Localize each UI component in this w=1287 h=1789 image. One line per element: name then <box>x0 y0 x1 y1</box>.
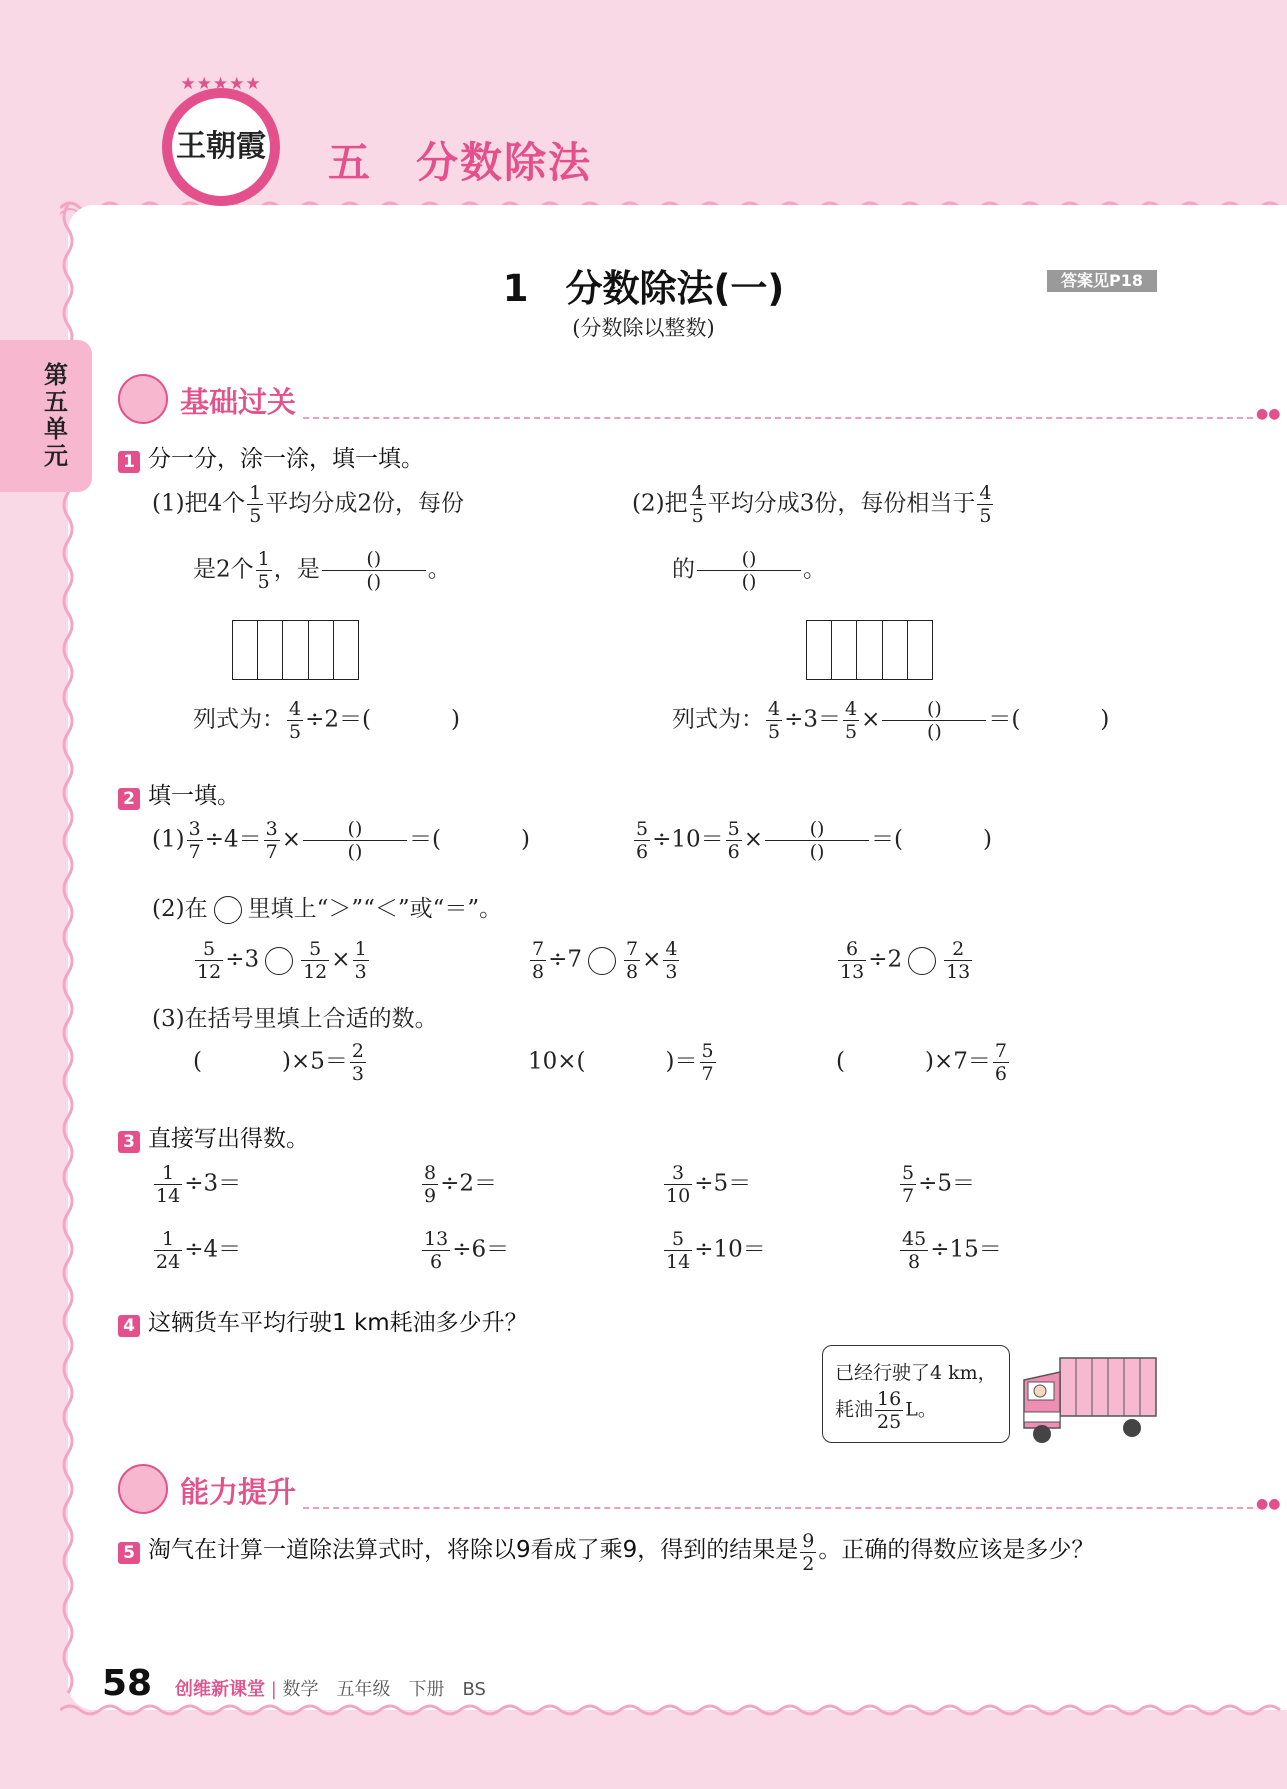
fraction: $\frac{1}{5}$ <box>249 482 262 527</box>
logo-text: 王朝霞 <box>176 129 266 164</box>
answer-blank-fraction[interactable]: $\frac{()}{()}$ <box>697 548 801 593</box>
q3-item: $\frac{5}{14}$ ÷10＝ <box>666 1228 766 1273</box>
q2-fill-3: ( )×7＝ $\frac{7}{6}$ <box>836 1040 1007 1085</box>
question-number: 2 <box>118 788 140 810</box>
question-number: 1 <box>118 451 140 473</box>
unit-side-tab <box>0 340 92 492</box>
question-3-heading <box>118 1120 309 1153</box>
q3-item: $\frac{45}{8}$ ÷15＝ <box>902 1228 1002 1273</box>
question-1-text: 分一分，涂一涂，填一填。 <box>148 446 424 472</box>
question-4-heading <box>118 1304 528 1337</box>
question-number: 4 <box>118 1315 140 1337</box>
dots-icon: ●● <box>1256 406 1281 422</box>
q1-part1-line2: 是2个 $\frac{1}{5}$ ，是 $\frac{()}{()}$ 。 <box>193 548 451 593</box>
q3-item: $\frac{1}{24}$ ÷4＝ <box>156 1228 242 1273</box>
fraction: $\frac{4}{5}$ <box>845 698 858 743</box>
section-title-advanced: 能力提升 <box>180 1475 297 1509</box>
answer-blank-fraction[interactable]: $\frac{()}{()}$ <box>322 548 426 593</box>
question-number: 3 <box>118 1131 140 1153</box>
fraction: $\frac{4}{5}$ <box>289 698 302 743</box>
fraction: $\frac{1}{5}$ <box>257 548 270 593</box>
bubble-line-2: 耗油 $\frac{16}{25}$ L。 <box>835 1388 937 1433</box>
fraction: $\frac{4}{5}$ <box>691 482 704 527</box>
question-4-text: 这辆货车平均行驶1 km耗油多少升？ <box>148 1310 528 1336</box>
q1-part2-line1: (2)把 $\frac{4}{5}$ 平均分成3份，每份相当于 $\frac{4}{5}$ <box>632 482 992 527</box>
q1-part2-formula: 列式为： $\frac{4}{5}$ ÷3＝ $\frac{4}{5}$ × $\frac{()}{()}$ ＝( ) <box>672 698 1110 743</box>
question-2-heading <box>118 777 240 810</box>
q2-part1-a: (1) $\frac{3}{7}$ ÷4＝ $\frac{3}{7}$ × $\frac{()}{()}$ ＝( ) <box>152 818 530 863</box>
question-1-heading <box>118 440 424 473</box>
fraction: $\frac{9}{2}$ <box>802 1530 815 1575</box>
bottom-wave-border <box>60 1700 1287 1724</box>
speech-bubble <box>822 1345 1010 1443</box>
circle-icon <box>214 896 242 924</box>
answer-blank-fraction[interactable]: $\frac{()}{()}$ <box>765 818 869 863</box>
answer-blank-fraction[interactable]: $\frac{()}{()}$ <box>882 698 986 743</box>
unit-side-tab-label: 第五单元 <box>44 361 68 470</box>
q2-fill-2: 10×( )＝ $\frac{5}{7}$ <box>528 1040 714 1085</box>
q3-item: $\frac{1}{14}$ ÷3＝ <box>156 1162 242 1207</box>
answer-blank-fraction[interactable]: $\frac{()}{()}$ <box>303 818 407 863</box>
question-3-text: 直接写出得数。 <box>148 1126 309 1152</box>
footer-brand: 创维新课堂 <box>175 1679 265 1700</box>
compare-circle[interactable] <box>265 947 293 975</box>
compare-circle[interactable] <box>588 947 616 975</box>
lesson-title: 1 分数除法(一) <box>502 267 785 310</box>
fraction: $\frac{4}{5}$ <box>768 698 781 743</box>
section-title-basic: 基础过关 <box>180 385 297 419</box>
q2-part1-b: $\frac{5}{6}$ ÷10＝ $\frac{5}{6}$ × $\frac{()}{()}$ ＝( ) <box>636 818 992 863</box>
lesson-subtitle: (分数除以整数) <box>572 316 715 340</box>
question-2-text: 填一填。 <box>148 783 240 809</box>
q1-part1-formula: 列式为： $\frac{4}{5}$ ÷2＝( ) <box>193 698 460 743</box>
footer-book-info: 数学 五年级 下册 BS <box>282 1679 486 1700</box>
mascot-icon <box>118 374 168 424</box>
q3-item: $\frac{3}{10}$ ÷5＝ <box>666 1162 752 1207</box>
footer-info: 创维新课堂 | 数学 五年级 下册 BS <box>175 1679 486 1700</box>
q2-part3-instruction: (3)在括号里填上合适的数。 <box>152 1006 438 1032</box>
question-5-heading: 5 淘气在计算一道除法算式时，将除以9看成了乘9，得到的结果是 $\frac{9}{2}$ 。正确的得数应该是多少？ <box>118 1530 1094 1575</box>
section-header-basic <box>118 374 1281 424</box>
q2-compare-1: $\frac{5}{12}$ ÷3 $\frac{5}{12}$ × $\frac{1}{3}$ <box>197 938 367 983</box>
q1-part1-line1: (1)把4个 $\frac{1}{5}$ 平均分成2份，每份 <box>152 482 464 527</box>
truck-icon <box>1020 1350 1160 1450</box>
compare-circle[interactable] <box>908 947 936 975</box>
brand-logo <box>162 74 280 206</box>
answer-reference-tag: 答案见P18 <box>1047 270 1157 292</box>
bubble-line-1: 已经行驶了4 km， <box>835 1362 997 1384</box>
q2-part2-instruction: (2)在 里填上“＞”“＜”或“＝”。 <box>152 896 503 922</box>
question-number: 5 <box>118 1542 140 1564</box>
section-divider <box>303 417 1253 419</box>
q3-item: $\frac{5}{7}$ ÷5＝ <box>902 1162 975 1207</box>
shading-grid-1[interactable] <box>232 620 359 680</box>
mascot-icon <box>118 1464 168 1514</box>
section-header-advanced <box>118 1464 1281 1514</box>
q2-compare-2: $\frac{7}{8}$ ÷7 $\frac{7}{8}$ × $\frac{4}{3}$ <box>532 938 678 983</box>
q1-part2-line2: 的 $\frac{()}{()}$ 。 <box>672 548 826 593</box>
q3-item: $\frac{8}{9}$ ÷2＝ <box>424 1162 497 1207</box>
shading-grid-2[interactable] <box>806 620 933 680</box>
chapter-title: 五 分数除法 <box>328 138 593 187</box>
dots-icon: ●● <box>1256 1496 1281 1512</box>
section-divider <box>303 1507 1253 1509</box>
q2-compare-3: $\frac{6}{13}$ ÷2 $\frac{2}{13}$ <box>840 938 971 983</box>
q2-fill-1: ( )×5＝ $\frac{2}{3}$ <box>193 1040 364 1085</box>
logo-stars-icon: ★★★★★ <box>180 74 262 94</box>
q3-item: $\frac{13}{6}$ ÷6＝ <box>424 1228 510 1273</box>
fraction: $\frac{4}{5}$ <box>979 482 992 527</box>
page-number: 58 <box>102 1663 153 1704</box>
